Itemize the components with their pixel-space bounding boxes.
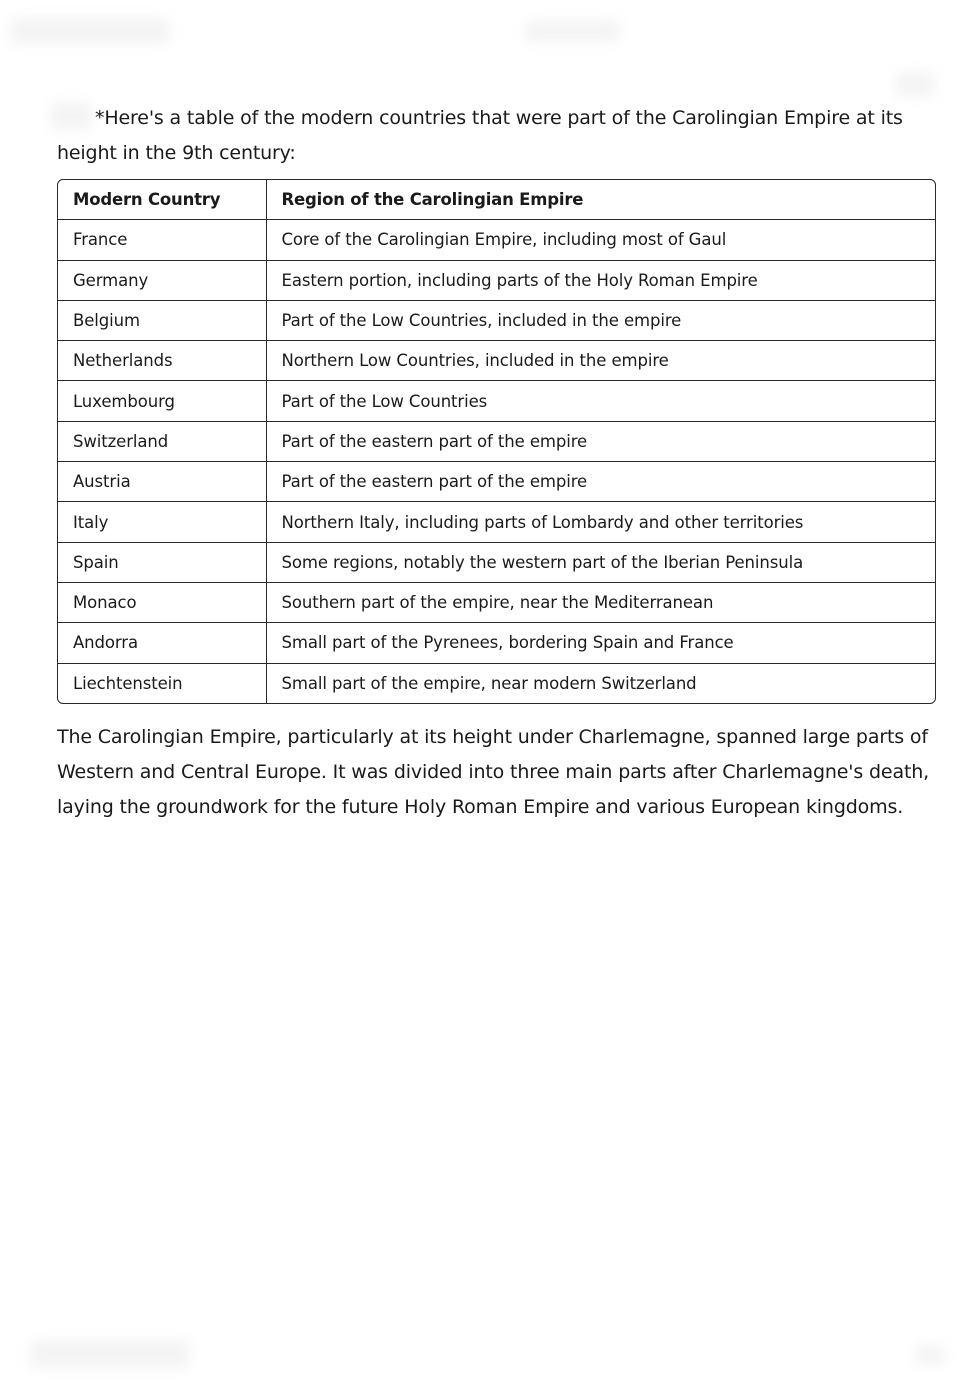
header-region: Region of the Carolingian Empire — [266, 180, 935, 220]
country-cell: Italy — [58, 502, 266, 542]
country-cell: Belgium — [58, 300, 266, 340]
region-cell: Part of the Low Countries, included in the empire — [266, 300, 935, 340]
table-row — [58, 421, 935, 461]
country-cell: Luxembourg — [58, 381, 266, 421]
table-row — [58, 300, 935, 340]
table-row — [58, 623, 935, 663]
region-cell: Southern part of the empire, near the Mediterranean — [266, 582, 935, 622]
country-cell: Austria — [58, 462, 266, 502]
countries-table — [57, 179, 936, 704]
country-cell: Andorra — [58, 623, 266, 663]
table-row — [58, 341, 935, 381]
region-cell: Small part of the Pyrenees, bordering Spain and France — [266, 623, 935, 663]
table-header-row — [58, 180, 935, 220]
table-row — [58, 663, 935, 703]
region-cell: Some regions, notably the western part of the Iberian Peninsula — [266, 542, 935, 582]
redacted-footer-right — [915, 1345, 945, 1365]
country-cell: Monaco — [58, 582, 266, 622]
region-cell: Northern Italy, including parts of Lombardy and other territories — [266, 502, 935, 542]
table-row — [58, 260, 935, 300]
region-cell: Part of the Low Countries — [266, 381, 935, 421]
country-cell: Spain — [58, 542, 266, 582]
redacted-header-right — [895, 72, 935, 96]
table-row — [58, 502, 935, 542]
region-cell: Part of the eastern part of the empire — [266, 421, 935, 461]
intro-paragraph — [57, 101, 937, 171]
region-cell: Core of the Carolingian Empire, including most of Gaul — [266, 220, 935, 260]
country-cell: Liechtenstein — [58, 663, 266, 703]
redacted-header-left — [10, 18, 170, 44]
region-cell: Northern Low Countries, included in the empire — [266, 341, 935, 381]
region-cell: Eastern portion, including parts of the Holy Roman Empire — [266, 260, 935, 300]
table-row — [58, 381, 935, 421]
country-cell: France — [58, 220, 266, 260]
bullet-marker: * — [95, 107, 105, 129]
intro-text: Here's a table of the modern countries that were part of the Carolingian Empire at its height in the 9th century: — [57, 107, 903, 164]
region-cell: Part of the eastern part of the empire — [266, 462, 935, 502]
redacted-header-center — [525, 20, 620, 42]
country-cell: Switzerland — [58, 421, 266, 461]
redacted-footer-left — [30, 1340, 190, 1368]
country-cell: Germany — [58, 260, 266, 300]
country-cell: Netherlands — [58, 341, 266, 381]
table-row — [58, 220, 935, 260]
table-row — [58, 462, 935, 502]
header-modern-country: Modern Country — [58, 180, 266, 220]
region-cell: Small part of the empire, near modern Switzerland — [281, 673, 697, 693]
summary-paragraph: The Carolingian Empire, particularly at its height under Charlemagne, spanned large parts of Western and Central Europe. It was divided into three main parts after Charlemagne's death, laying the groundwork for the future Holy Roman Empire and various European kingdoms. — [57, 726, 930, 818]
table-row — [58, 582, 935, 622]
table-row — [58, 542, 935, 582]
